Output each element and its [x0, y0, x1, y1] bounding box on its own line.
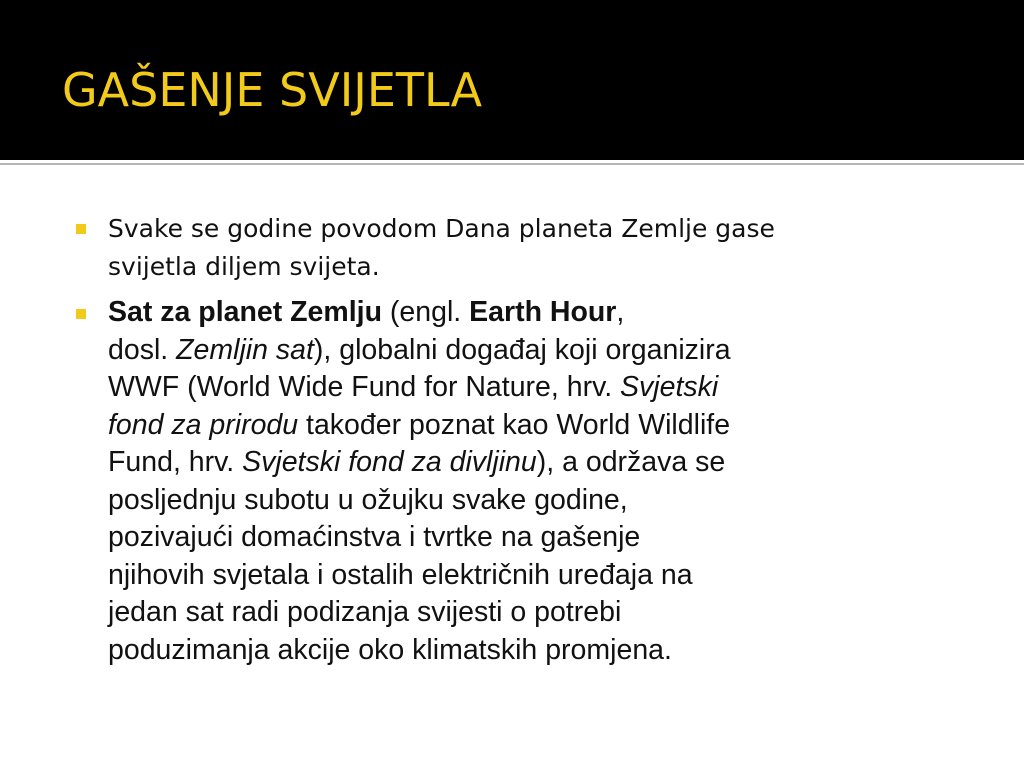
text-segment: (engl. — [381, 296, 470, 328]
bold-term-sat-za-planet: Sat za planet Zemlju — [108, 296, 382, 328]
bullet-1-line-1: Svake se godine povodom Dana planeta Zemlje gase — [108, 214, 775, 243]
bullet-square-icon — [76, 309, 86, 319]
text-segment: WWF (World Wide Fund for Nature, hrv. — [108, 371, 621, 403]
text-segment: ), a održava se — [536, 446, 726, 478]
italic-term-zemljin-sat: Zemljin sat — [176, 333, 314, 366]
bold-term-earth-hour: Earth Hour — [469, 296, 617, 328]
text-segment: ), globalni događaj koji organizira — [313, 333, 731, 366]
slide-title: GAŠENJE SVIJETLA — [62, 63, 483, 117]
text-line: jedan sat radi podizanja svijesti o potrebi — [108, 596, 622, 628]
italic-term-svjetski: Svjetski — [620, 371, 719, 403]
bullet-square-icon — [76, 224, 86, 234]
text-line: posljednju subotu u ožujku svake godine, — [108, 483, 628, 516]
text-line: njihovih svjetala i ostalih električnih uređaja na — [108, 558, 693, 591]
bullet-text-2 — [108, 294, 968, 669]
title-bar — [0, 0, 1024, 157]
text-segment: , — [616, 296, 625, 328]
text-line: pozivajući domaćinstva i tvrtke na gašenje — [108, 521, 641, 553]
text-segment: također poznat kao World Wildlife — [298, 408, 731, 441]
text-segment: Fund, hrv. — [108, 446, 243, 478]
italic-term-svjetski-fond-za-divljinu: Svjetski fond za divljinu — [242, 446, 537, 478]
bullet-text-1 — [108, 210, 958, 286]
bullet-1-line-2: svijetla diljem svijeta. — [108, 252, 380, 281]
text-segment: dosl. — [108, 333, 177, 366]
italic-term-fond-za-prirodu: fond za prirodu — [108, 408, 299, 441]
text-line: poduzimanja akcije oko klimatskih promjena. — [108, 633, 672, 666]
